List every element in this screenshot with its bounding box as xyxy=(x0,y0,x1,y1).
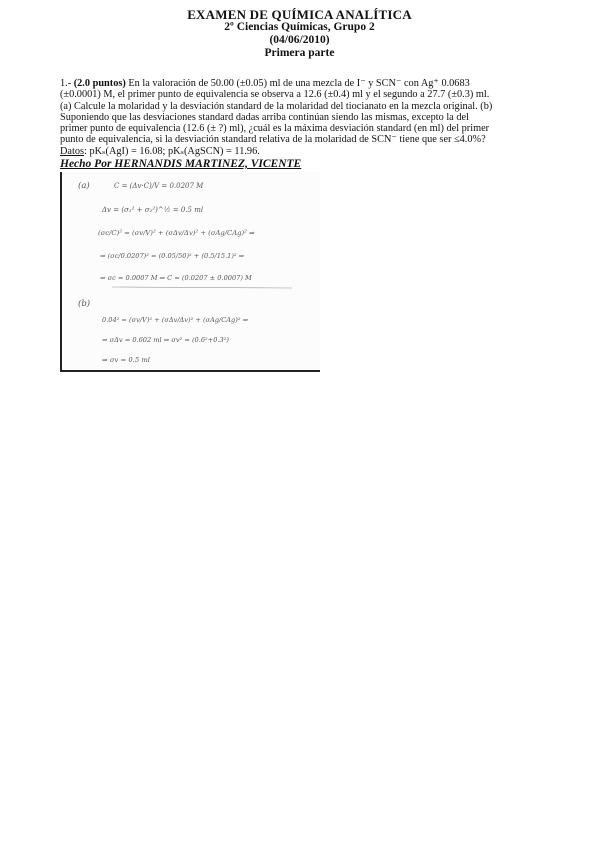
hw-part-a: (a) xyxy=(78,181,90,191)
datos-label: Datos xyxy=(60,145,85,157)
problem-statement xyxy=(60,78,560,157)
hw-underline xyxy=(112,287,292,288)
problem-datos xyxy=(60,146,560,157)
datos-text: : pKₛ(AgI) = 16.08; pKₛ(AgSCN) = 11.96. xyxy=(84,145,260,157)
hw-line-2: Δv = (σ₁² + σ₂²)^½ = 0.5 ml xyxy=(102,206,204,214)
hw-line-6: 0.04² = (σv/V)² + (σΔv/Δv)² + (σAg/CAg)² ⇒ xyxy=(102,316,249,324)
hw-part-b: (b) xyxy=(78,299,91,309)
author-line: Hecho Por HERNANDIS MARTINEZ, VICENTE xyxy=(60,158,302,170)
problem-line-6: punto de equivalencia, si la desviación standard relativa de la molaridad de SCN⁻ tiene que ser ≤4.0%? xyxy=(60,134,486,146)
exam-title: EXAMEN DE QUÍMICA ANALÍTICA xyxy=(187,7,412,22)
exam-part: Primera parte xyxy=(264,47,335,59)
problem-number: 1.- xyxy=(60,78,72,89)
hw-line-8: ⇒ σv = 0.5 ml xyxy=(102,356,150,364)
hw-line-4: ⇒ (σc/0.0207)² = (0.05/50)² + (0.5/15.1)² ⇒ xyxy=(100,252,245,260)
problem-line-1 xyxy=(60,78,560,89)
exam-header xyxy=(0,8,599,60)
problem-points: (2.0 puntos) xyxy=(73,78,126,89)
problem-line-5: primer punto de equivalencia (12.6 (± ?) ml), ¿cuál es la máxima desviación standard (en ml) del primer xyxy=(60,123,490,135)
hw-line-1: C = (Δv·C)/V = 0.0207 M xyxy=(114,182,204,190)
problem-line-3: (a) Calcule la molaridad y la desviación standard de la molaridad del tiocianato en la mezcla original. (b) xyxy=(60,100,493,112)
hw-line-7: ⇒ σΔv = 0.602 ml ⇒ σv² = (0.6²+0.3²) xyxy=(102,336,229,344)
handwriting-svg xyxy=(62,172,320,370)
exam-date: (04/06/2010) xyxy=(269,34,330,46)
hw-line-5: ⇒ σc = 0.0007 M ⇒ C = (0.0207 ± 0.0007) M xyxy=(100,274,252,282)
exam-course: 2º Ciencias Químicas, Grupo 2 xyxy=(224,21,375,33)
problem-line-2: (±0.0001) M, el primer punto de equivalencia se observa a 12.6 (±0.4) ml y el segundo a 27.7 (±0.3) ml. xyxy=(60,89,490,101)
problem-text-1: En la valoración de 50.00 (±0.05) ml de una mezcla de I⁻ y SCN⁻ con Ag⁺ 0.0683 xyxy=(128,78,470,89)
hw-line-3: (σc/C)² = (σv/V)² + (σΔv/Δv)² + (σAg/CAg)² ⇒ xyxy=(98,229,255,237)
handwritten-solution-scan xyxy=(60,172,320,372)
problem-line-4: Suponiendo que las desviaciones standard dadas arriba continúan siendo las mismas, excepto la del xyxy=(60,111,469,123)
